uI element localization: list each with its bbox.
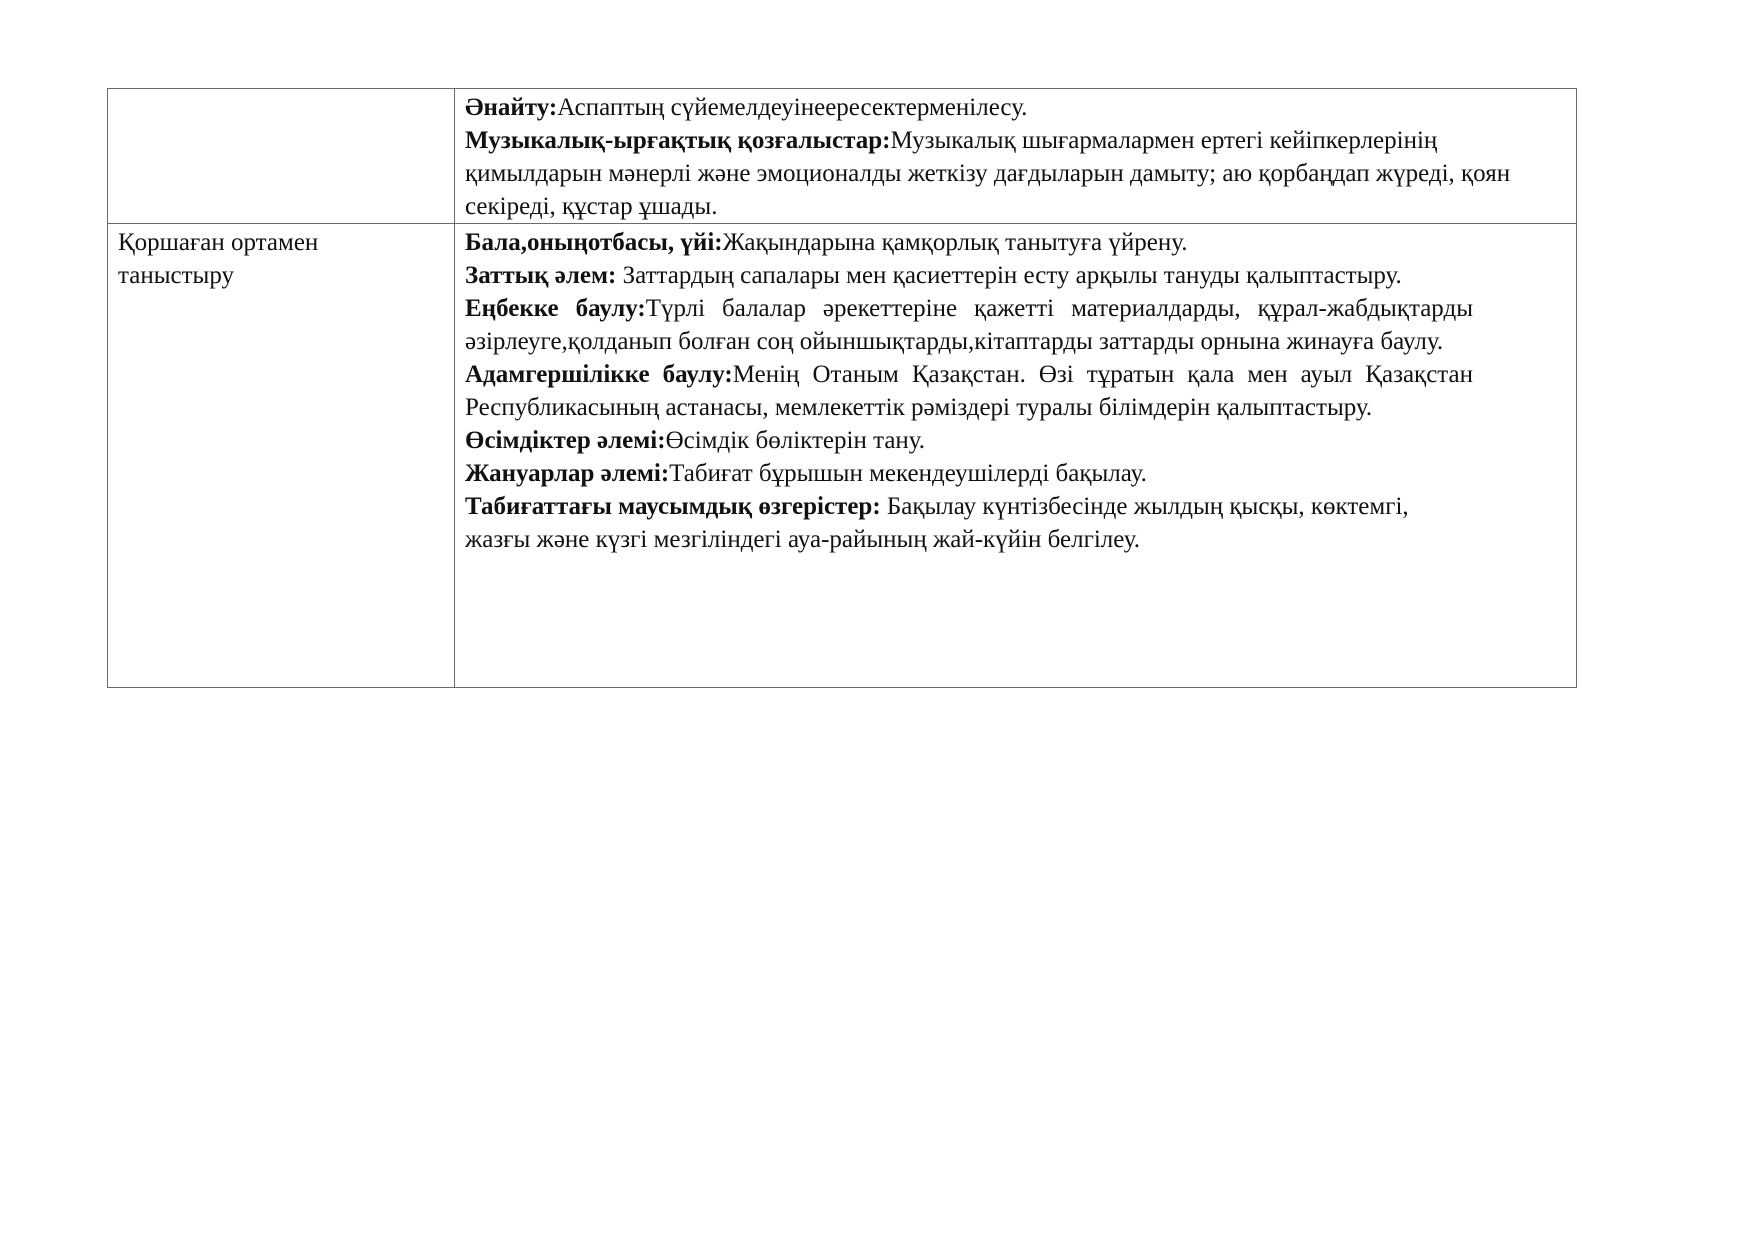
paragraph-plants [465, 424, 1566, 457]
paragraph-seasons [465, 490, 1473, 556]
paragraph-music-movements [465, 124, 1566, 223]
table-row [108, 89, 1577, 224]
row2-label-cell [108, 224, 455, 688]
heading-objects: Заттық әлем: [465, 262, 617, 289]
text-family: Жақындарына қамқорлық танытуға үйрену. [722, 229, 1188, 256]
paragraph-objects [465, 259, 1473, 292]
text-morality: Менің Отаным Қазақстан. Өзі тұратын қала мен ауыл Қазақстан Республикасының астанасы, мемлекеттік рәміздері туралы білімдерін қалыптастыру. [465, 361, 1473, 421]
text-singing: Аспаптың сүйемелдеуінеересектерменілесу. [557, 94, 1028, 121]
text-music-movements: Музыкалық шығармалармен ертегі кейіпкерлерінің қимылдарын мәнерлі және эмоционалды жеткізу дағдыларын дамыту; аю қорбаңдап жүреді, қоян секіреді, құстар ұшады. [465, 127, 1511, 220]
heading-seasons: Табиғаттағы маусымдық өзгерістер: [465, 493, 881, 520]
row2-label-line2: таныстыру [118, 262, 234, 289]
heading-singing: Әнайту: [465, 94, 558, 121]
paragraph-animals [465, 457, 1566, 490]
row2-content-cell [455, 224, 1577, 688]
text-animals: Табиғат бұрышын мекендеушілерді бақылау. [669, 460, 1147, 487]
text-objects: Заттардың сапалары мен қасиеттерін есту арқылы тануды қалыптастыру. [616, 262, 1402, 289]
paragraph-morality [465, 358, 1473, 424]
paragraph-family [465, 226, 1566, 259]
text-plants: Өсімдік бөліктерін тану. [665, 427, 926, 454]
table-row [108, 224, 1577, 688]
row1-content-cell [455, 89, 1577, 224]
row1-label-cell [108, 89, 455, 224]
heading-music-movements: Музыкалық-ырғақтық қозғалыстар: [465, 127, 891, 154]
text-labor: Түрлі балалар әрекеттеріне қажетті материалдарды, құрал-жабдықтарды әзірлеуге,қолданып болған соң ойыншықтарды,кітаптарды заттарды орнына жинауға баулу. [465, 295, 1473, 355]
paragraph-labor [465, 292, 1473, 358]
heading-animals: Жануарлар әлемі: [465, 460, 670, 487]
paragraph-singing [465, 91, 1566, 124]
row2-label-line1: Қоршаған ортамен [118, 229, 319, 256]
heading-family: Бала,оныңотбасы, үйі: [465, 229, 723, 256]
heading-plants: Өсімдіктер әлемі: [465, 427, 666, 454]
heading-labor: Еңбекке баулу: [465, 295, 646, 322]
text-seasons: Бақылау күнтізбесінде жылдың қысқы, көктемгі, жазғы және күзгі мезгіліндегі ауа-райының жай-күйін белгілеу. [465, 493, 1409, 553]
curriculum-table [107, 88, 1577, 688]
heading-morality: Адамгершілікке баулу: [465, 361, 733, 388]
